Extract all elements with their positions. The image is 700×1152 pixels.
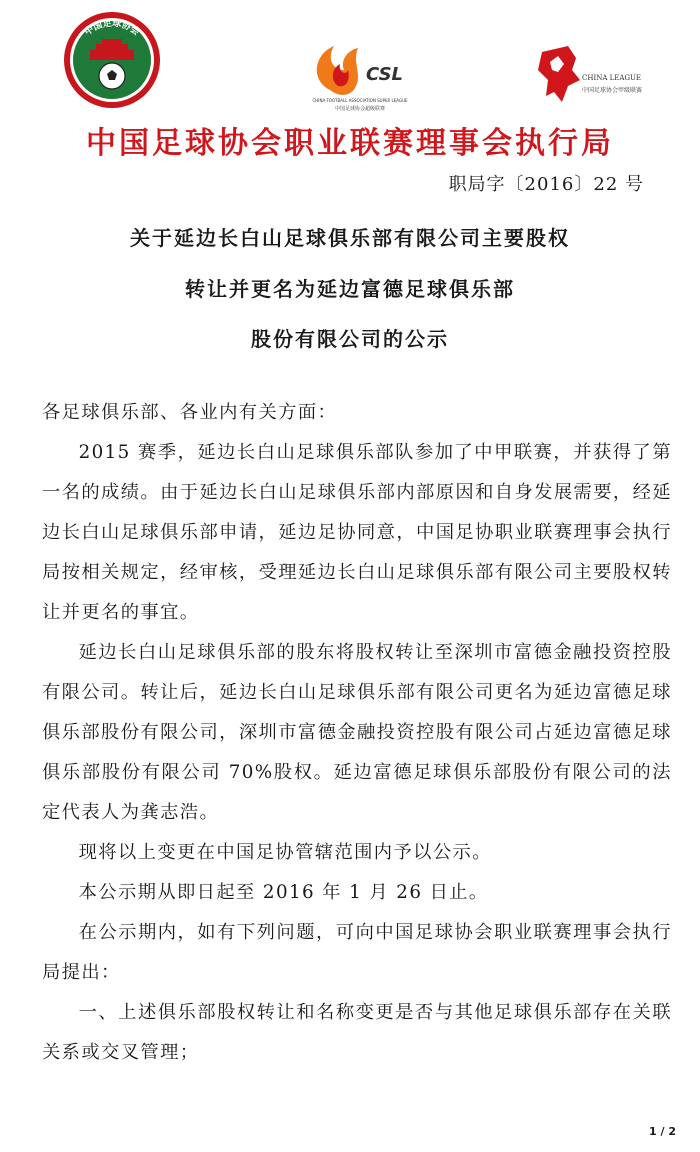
csl-flame-icon [300, 40, 420, 118]
body-paragraph: 本公示期从即日起至 2016 年 1 月 26 日止。 [78, 882, 489, 903]
document-body [42, 393, 672, 1073]
body-paragraph: 2015 赛季，延边长白山足球俱乐部队参加了中甲联赛，并获得了第一名的成绩。由于延边长白山足球俱乐部内部原因和自身发展需要，经延边长白山足球俱乐部申请，延边足协同意，中国足协职业联赛理事会执行局按相关规定，经审核，受理延边长白山足球俱乐部有限公司主要股权转让并更名的事宜。 [42, 442, 672, 623]
cfa-emblem-icon [62, 10, 162, 110]
csl-mark-text: CSL [366, 64, 404, 85]
cfa-ring-text: 中国足球协会 [83, 18, 141, 38]
china-league-map-icon [528, 40, 652, 110]
body-paragraph: 现将以上变更在中国足协管辖范围内予以公示。 [78, 842, 492, 863]
page-number: 1 / 2 [649, 1125, 676, 1138]
body-paragraph: 在公示期内，如有下列问题，可向中国足球协会职业联赛理事会执行局提出： [42, 922, 672, 983]
issuer-title: 中国足球协会职业联赛理事会执行局 [86, 126, 614, 161]
body-paragraph: 一、上述俱乐部股权转让和名称变更是否与其他足球俱乐部存在关联关系或交叉管理； [42, 1002, 672, 1063]
body-paragraph: 延边长白山足球俱乐部的股东将股权转让至深圳市富德金融投资控股有限公司。转让后，延边长白山足球俱乐部有限公司更名为延边富德足球俱乐部股份有限公司，深圳市富德金融投资控股有限公司占延边富德足球俱乐部股份有限公司 70%股权。延边富德足球俱乐部股份有限公司的法定代表人为龚志浩。 [42, 642, 672, 823]
salutation: 各足球俱乐部、各业内有关方面： [42, 402, 338, 423]
csl-chinese-text: 中国足球协会超级联赛 [334, 106, 386, 112]
document-title-line-2: 转让并更名为延边富德足球俱乐部 [185, 277, 515, 301]
china-league-mark-text: CHINA LEAGUE [582, 74, 642, 82]
china-league-chinese-text: 中国足球协会甲级联赛 [582, 87, 643, 94]
document-number: 职局字〔2016〕22 号 [448, 174, 644, 195]
document-title-line-3: 股份有限公司的公示 [251, 327, 449, 351]
document-title-line-1: 关于延边长白山足球俱乐部有限公司主要股权 [130, 226, 570, 250]
csl-english-text: CHINA FOOTBALL ASSOCIATION SUPER LEAGUE [312, 98, 408, 103]
